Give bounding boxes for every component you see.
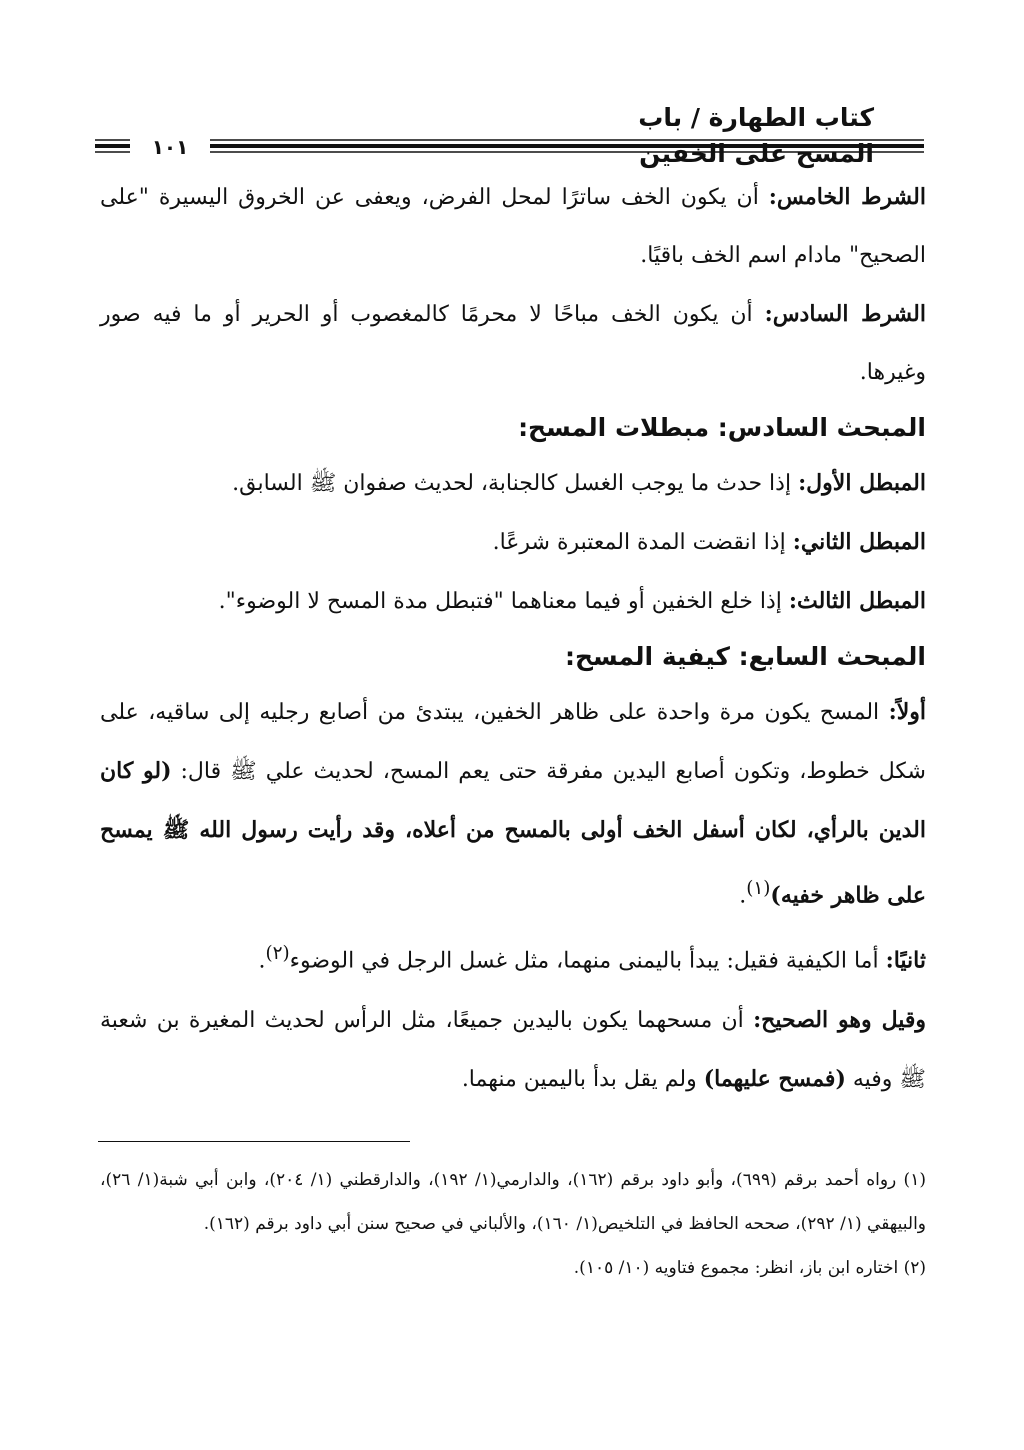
footnote-ref-2[interactable]: (٢) (265, 943, 290, 965)
footnote-ref-1[interactable]: (١) (746, 878, 771, 899)
header-rule (95, 136, 924, 158)
footnote-separator (98, 1141, 410, 1142)
section-heading-invalidators: المبحث السادس: مبطلات المسح: (518, 413, 926, 442)
paragraph-end: ولم يقل بدأ باليمين منهما. (461, 1066, 704, 1092)
paragraph-condition-5 (100, 168, 926, 285)
paragraph-text: إذا خلع الخفين أو فيما معناهما "فتبطل مدة المسح لا الوضوء". (218, 589, 789, 614)
paragraph-text: أن يكون الخف مباحًا لا محرمًا كالمغصوب أو الحرير أو ما فيه صور وغيرها. (100, 302, 926, 385)
paragraph-end: . (258, 948, 266, 974)
section-heading-method: المبحث السابع: كيفية المسح: (564, 642, 926, 671)
main-content (100, 168, 926, 1109)
running-header: كتاب الطهارة / باب المسح على الخفين (638, 103, 874, 168)
hadith-quote: (فمسح عليهما) (703, 1065, 846, 1092)
footnote-1: (١) رواه أحمد برقم (٦٩٩)، وأبو داود برقم (١٦٢)، والدارمي(١/ ١٩٢)، والدارقطني (١/ ٢٠٤)، وابن أبي شبة(١/ ٢٦)، والبيهقي (١/ ٢٩٢)، صححه الحافظ في التلخيص(١/ ١٦٠)، والألباني في صحيح سنن أبي داود برقم (١٦٢). (100, 1170, 926, 1234)
paragraph-invalidator-2 (100, 513, 926, 572)
paragraph-label: الشرط الخامس: (768, 184, 926, 210)
paragraph-label: المبطل الأول: (798, 470, 926, 496)
paragraph-method-second (100, 925, 926, 990)
paragraph-text: المسح يكون مرة واحدة على ظاهر الخفين، يبتدئ من أصابع رجليه إلى ساقيه، على شكل خطوط، وتكون أصابع اليدين مفرقة حتى يعم المسح، لحديث علي ﷺ قال: (100, 700, 926, 784)
footnote-2: (٢) اختاره ابن باز، انظر: مجموع فتاويه (١٠/ ١٠٥). (573, 1258, 926, 1278)
paragraph-label: المبطل الثالث: (788, 588, 926, 614)
paragraph-text: أن مسحهما يكون باليدين جميعًا، مثل الرأس لحديث المغيرة بن شعبة ﷺ وفيه (100, 1007, 926, 1092)
footnotes (100, 1158, 926, 1290)
paragraph-end: . (739, 883, 747, 909)
paragraph-method-first (100, 683, 926, 925)
paragraph-text: أن يكون الخف ساترًا لمحل الفرض، ويعفى عن الخروق اليسيرة "على الصحيح" مادام اسم الخف باقيًا. (100, 185, 926, 268)
paragraph-label: الشرط السادس: (764, 301, 926, 327)
paragraph-text: إذا انقضت المدة المعتبرة شرعًا. (492, 530, 793, 555)
paragraph-invalidator-3 (100, 572, 926, 631)
hadith-quote: (لو كان الدين بالرأي، لكان أسفل الخف أولى بالمسح من أعلاه، وقد رأيت رسول الله ﷺ يمسح على ظاهر خفيه) (100, 758, 926, 909)
paragraph-label: أولاً: (888, 699, 926, 725)
paragraph-label: ثانيًا: (885, 947, 926, 974)
paragraph-condition-6 (100, 285, 926, 402)
page-number: ١٠١ (130, 132, 210, 162)
paragraph-text: أما الكيفية فقيل: يبدأ باليمنى منهما، مثل غسل الرجل في الوضوء (289, 948, 886, 974)
paragraph-text: إذا حدث ما يوجب الغسل كالجنابة، لحديث صفوان ﷺ السابق. (232, 471, 799, 496)
paragraph-invalidator-1 (100, 454, 926, 513)
paragraph-label: وقيل وهو الصحيح: (753, 1006, 927, 1033)
paragraph-label: المبطل الثاني: (792, 529, 926, 555)
paragraph-method-correct (100, 991, 926, 1109)
